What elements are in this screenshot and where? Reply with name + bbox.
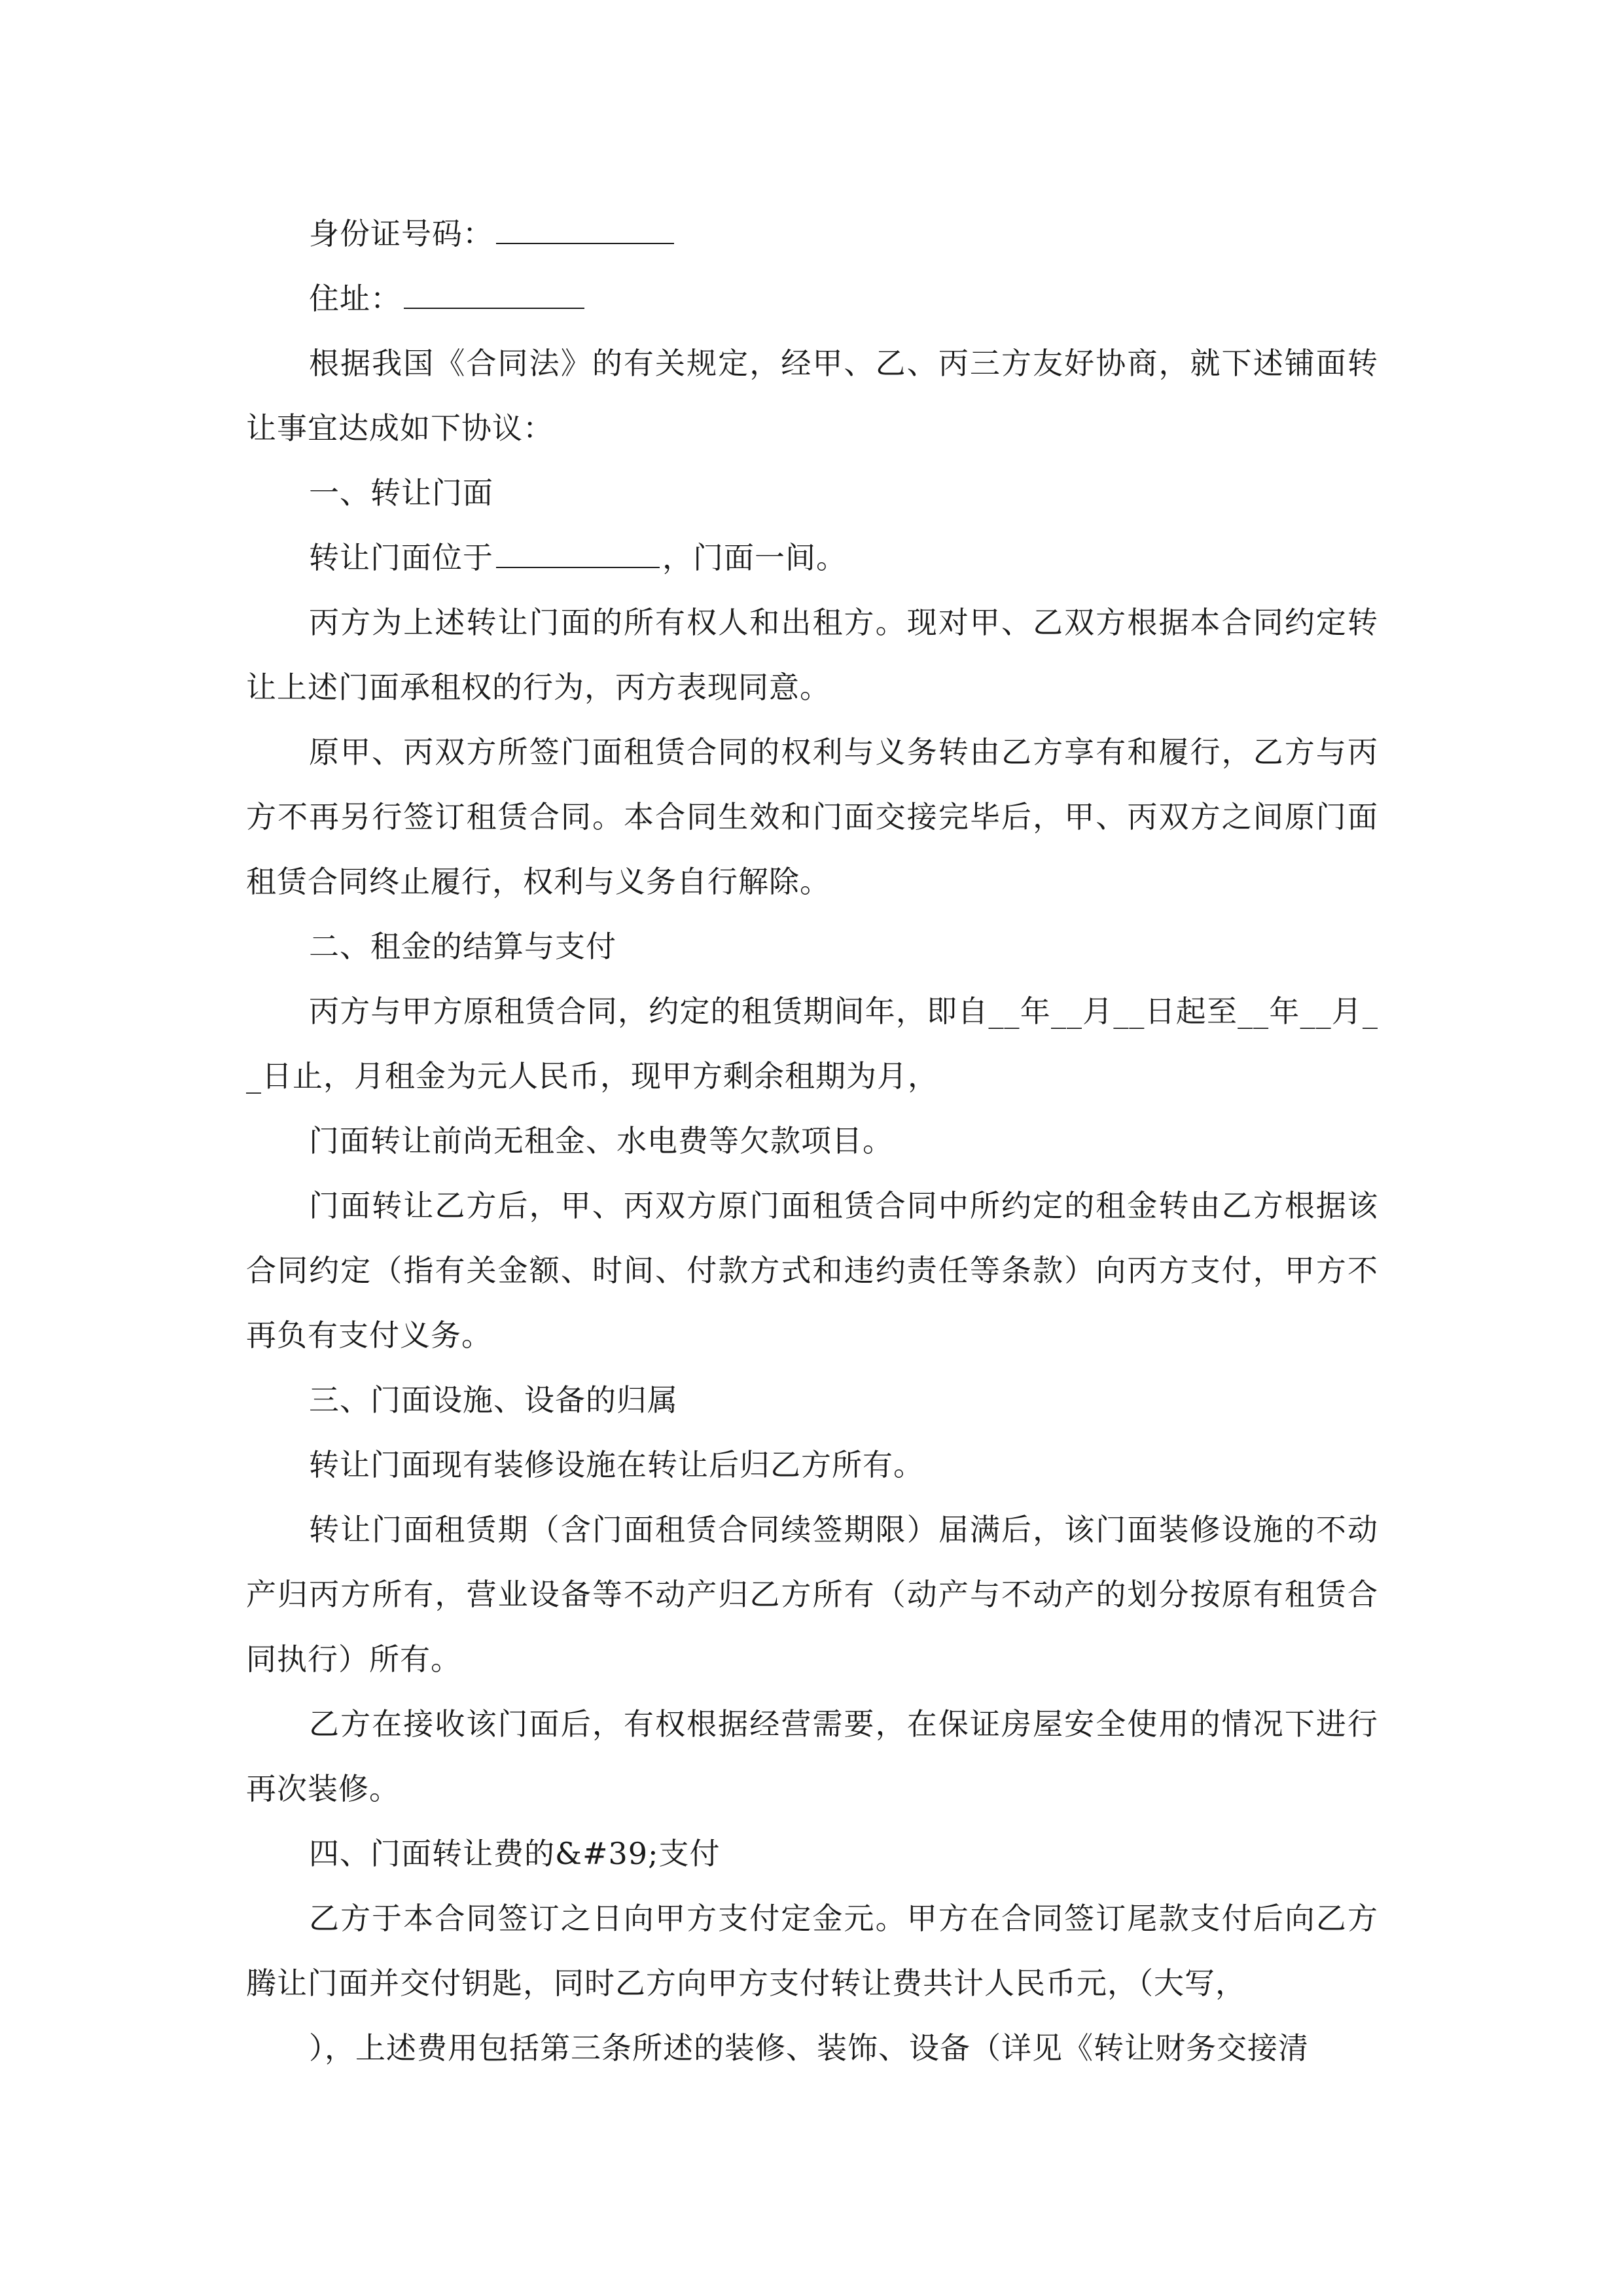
id-number-blank <box>496 209 674 244</box>
document-page <box>246 202 1378 2081</box>
id-number-line <box>246 202 1378 266</box>
section-2-title: 二、租金的结算与支付 <box>309 929 616 964</box>
section-4-paragraph-1: 乙方于本合同签订之日向甲方支付定金元。甲方在合同签订尾款支付后向乙方腾让门面并交付钥匙，同时乙方向甲方支付转让费共计人民币元，（大写， <box>246 1901 1378 2001</box>
section-3-paragraph-2: 转让门面租赁期（含门面租赁合同续签期限）届满后，该门面装修设施的不动产归丙方所有，营业设备等不动产归乙方所有（动产与不动产的划分按原有租赁合同执行）所有。 <box>246 1512 1378 1677</box>
section-3-paragraph-3: 乙方在接收该门面后，有权根据经营需要，在保证房屋安全使用的情况下进行再次装修。 <box>246 1706 1378 1806</box>
shop-location-prefix: 转让门面位于 <box>309 540 493 575</box>
id-number-label: 身份证号码： <box>309 216 493 251</box>
section-1-paragraph-2: 丙方为上述转让门面的所有权人和出租方。现对甲、乙双方根据本合同约定转让上述门面承租权的行为，丙方表现同意。 <box>246 605 1378 705</box>
section-1-title: 一、转让门面 <box>309 475 493 511</box>
section-1-paragraph-3: 原甲、丙双方所签门面租赁合同的权利与义务转由乙方享有和履行，乙方与丙方不再另行签订租赁合同。本合同生效和门面交接完毕后，甲、丙双方之间原门面租赁合同终止履行，权利与义务自行解除。 <box>246 734 1378 899</box>
shop-location-blank <box>496 533 660 568</box>
intro-paragraph: 根据我国《合同法》的有关规定，经甲、乙、丙三方友好协商，就下述铺面转让事宜达成如下协议： <box>246 346 1378 446</box>
shop-location-suffix: ，门面一间。 <box>662 540 847 575</box>
section-3-paragraph-1: 转让门面现有装修设施在转让后归乙方所有。 <box>309 1447 924 1482</box>
section-4-title: 四、门面转让费的&#39;支付 <box>309 1836 721 1871</box>
address-blank <box>404 274 584 309</box>
section-2-paragraph-2: 门面转让前尚无租金、水电费等欠款项目。 <box>309 1123 893 1158</box>
section-4-paragraph-2: ），上述费用包括第三条所述的装修、装饰、设备（详见《转让财务交接清 <box>309 2030 1309 2066</box>
address-label: 住址： <box>309 281 401 316</box>
section-2-paragraph-1: 丙方与甲方原租赁合同，约定的租赁期间年，即自__年__月__日起至__年__月__日止，月租金为元人民币，现甲方剩余租期为月， <box>246 994 1378 1094</box>
section-2-paragraph-3: 门面转让乙方后，甲、丙双方原门面租赁合同中所约定的租金转由乙方根据该合同约定（指有关金额、时间、付款方式和违约责任等条款）向丙方支付，甲方不再负有支付义务。 <box>246 1188 1378 1353</box>
section-3-title: 三、门面设施、设备的归属 <box>309 1382 678 1418</box>
shop-location-line <box>246 526 1378 590</box>
address-line <box>246 266 1378 331</box>
